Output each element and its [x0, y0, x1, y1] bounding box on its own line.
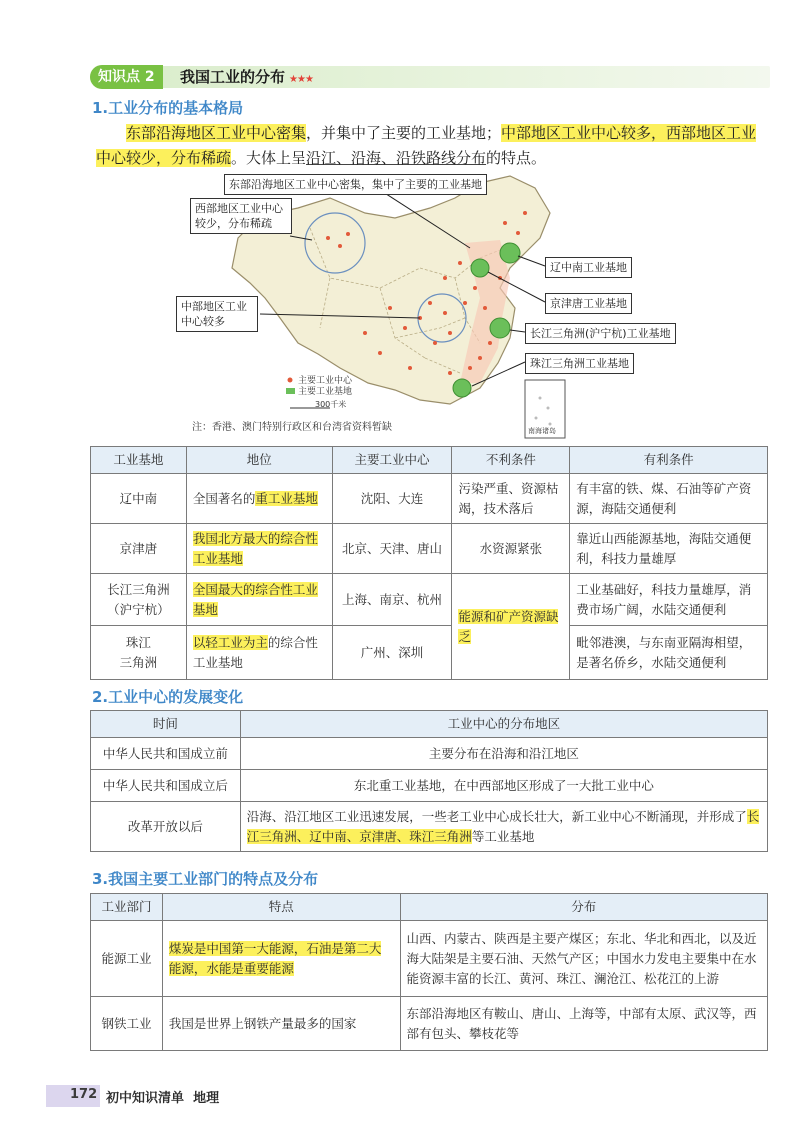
- section-2-title: 2.工业中心的发展变化: [92, 688, 244, 706]
- table2-header: 时间: [91, 711, 241, 738]
- sector-distribution: 东部沿海地区有鞍山、唐山、上海等，中部有太原、武汉等，西部有包头、攀枝花等: [400, 997, 767, 1051]
- base-centers: 广州、深圳: [332, 626, 452, 680]
- section-3-title: 3.我国主要工业部门的特点及分布: [92, 870, 319, 888]
- period: 中华人民共和国成立前: [91, 738, 241, 770]
- base-name: [91, 626, 187, 680]
- base-pros: 毗邻港澳，与东南亚隔海相望，是著名侨乡，水陆交通便利: [570, 626, 768, 680]
- book-name: 初中知识清单: [106, 1091, 185, 1106]
- dist-text: 沿海、沿江地区工业迅速发展，一些老工业中心成长壮大，新工业中心不断涌现，并形成了: [246, 808, 747, 824]
- knowledge-point-title: [180, 66, 313, 91]
- legend-center-label: 主要工业中心: [298, 376, 353, 386]
- status-text: 全国著名的: [192, 490, 256, 506]
- sector-feature: [162, 921, 400, 997]
- base-name-line2: （沪宁杭）: [107, 601, 170, 617]
- period: 改革开放以后: [91, 802, 241, 852]
- base-status: [186, 574, 332, 626]
- inset-label: 南海诸岛: [528, 427, 556, 435]
- table1-header: 工业基地: [91, 447, 187, 474]
- legend-base-label: 主要工业基地: [298, 387, 353, 397]
- table3-header-row: [91, 894, 768, 921]
- para-text-3: 的特点。: [486, 149, 547, 167]
- sector-name: 能源工业: [91, 921, 163, 997]
- industry-sectors-table: [90, 893, 768, 1051]
- callout-east-coast: 东部沿海地区工业中心密集，集中了主要的工业基地: [224, 174, 487, 195]
- base-status: [186, 524, 332, 574]
- base-centers: 沈阳、大连: [332, 474, 452, 524]
- table-row: [91, 574, 768, 626]
- industrial-bases-table: [90, 446, 768, 680]
- callout-jingjintang: 京津唐工业基地: [545, 293, 632, 314]
- status-highlight: 全国最大的综合性工业基地: [192, 581, 318, 617]
- table-row: [91, 626, 768, 680]
- table1-header: 有利条件: [570, 447, 768, 474]
- callout-west: 西部地区工业中心较少，分布稀疏: [190, 198, 292, 234]
- table1-header: 主要工业中心: [332, 447, 452, 474]
- callout-changjiang: 长江三角洲(沪宁杭)工业基地: [525, 323, 676, 344]
- callout-zhujiang: 珠江三角洲工业基地: [525, 353, 634, 374]
- base-name: 京津唐: [91, 524, 187, 574]
- base-changjiang: [490, 318, 510, 338]
- table-row: [91, 802, 768, 852]
- base-cons-shared: [452, 574, 570, 680]
- map-note: 注：香港、澳门特别行政区和台湾省资料暂缺: [192, 422, 392, 433]
- table1-header-row: [91, 447, 768, 474]
- table-row: [91, 921, 768, 997]
- importance-stars: ★★★: [289, 74, 313, 85]
- development-table: [90, 710, 768, 852]
- status-highlight: 重工业基地: [255, 490, 318, 506]
- table-row: [91, 474, 768, 524]
- period: 中华人民共和国成立后: [91, 770, 241, 802]
- page-number: 172: [70, 1087, 98, 1102]
- base-pros: 靠近山西能源基地，海陆交通便利，科技力量雄厚: [570, 524, 768, 574]
- base-liaozhongnan: [500, 243, 520, 263]
- table3-header: 特点: [162, 894, 400, 921]
- base-name: [91, 574, 187, 626]
- table3-header: 工业部门: [91, 894, 163, 921]
- callout-liaozhongnan: 辽中南工业基地: [545, 257, 632, 278]
- status-highlight: 我国北方最大的综合性工业基地: [192, 530, 318, 566]
- base-name-line1: 长江三角洲: [107, 581, 170, 597]
- feature-highlight: 煤炭是中国第一大能源，石油是第二大能源，水能是重要能源: [168, 940, 382, 976]
- table2-header: 工业中心的分布地区: [240, 711, 767, 738]
- footer-book-title: [106, 1087, 219, 1106]
- table3-header: 分布: [400, 894, 767, 921]
- base-cons: 污染严重、资源枯竭，技术落后: [452, 474, 570, 524]
- status-text: 的综合性工业基地: [192, 634, 318, 670]
- table-row: [91, 997, 768, 1051]
- base-status: [186, 626, 332, 680]
- base-jingjintang: [471, 259, 489, 277]
- sector-distribution: 山西、内蒙古、陕西是主要产煤区；东北、华北和西北，以及近海大陆架是主要石油、天然气产区；中国水力发电主要集中在水能资源丰富的长江、黄河、珠江、澜沧江、松花江的上游: [400, 921, 767, 997]
- base-pros: 有丰富的铁、煤、石油等矿产资源，海陆交通便利: [570, 474, 768, 524]
- base-centers: 上海、南京、杭州: [332, 574, 452, 626]
- para-text-3-wrap: [306, 149, 486, 167]
- sector-name: 钢铁工业: [91, 997, 163, 1051]
- subject-name: 地理: [193, 1091, 220, 1106]
- table-row: [91, 524, 768, 574]
- sector-feature: 我国是世界上钢铁产量最多的国家: [162, 997, 400, 1051]
- base-name-line1: 珠江: [125, 634, 151, 650]
- callout-central: 中部地区工业中心较多: [176, 296, 258, 332]
- table2-header-row: [91, 711, 768, 738]
- table1-header: 地位: [186, 447, 332, 474]
- knowledge-point-tag: 知识点 2: [90, 65, 163, 89]
- table1-header: 不利条件: [452, 447, 570, 474]
- map-scale-label: 300千米: [315, 400, 347, 409]
- dist-text-end: 等工业基地: [471, 828, 535, 844]
- base-zhujiang: [453, 379, 471, 397]
- title-text: 我国工业的分布: [180, 68, 286, 86]
- dist-highlight: 长江三角洲、辽中南、京津唐、珠江三角洲: [246, 808, 760, 844]
- section-1-paragraph: [96, 121, 768, 171]
- table-row: [91, 738, 768, 770]
- para-text-2: 。大体上呈: [231, 149, 307, 167]
- para-highlight-2: 中部地区工业中心较多，西部地区工业中心较少，分布稀疏: [96, 124, 757, 167]
- china-industry-map: [180, 168, 671, 440]
- table-row: [91, 770, 768, 802]
- base-status: [186, 474, 332, 524]
- para-highlight-1: 东部沿海地区工业中心密集: [126, 124, 307, 142]
- status-highlight: 以轻工业为主: [192, 634, 268, 650]
- base-pros: 工业基础好，科技力量雄厚，消费市场广阔，水陆交通便利: [570, 574, 768, 626]
- distribution: [240, 802, 767, 852]
- base-centers: 北京、天津、唐山: [332, 524, 452, 574]
- para-text-1: ，并集中了主要的工业基地；: [306, 124, 502, 142]
- base-cons: 水资源紧张: [452, 524, 570, 574]
- cons-highlight: 能源和矿产资源缺乏: [458, 608, 559, 644]
- distribution: 主要分布在沿海和沿江地区: [240, 738, 767, 770]
- section-1-title: 1.工业分布的基本格局: [92, 99, 244, 117]
- base-name-line2: 三角洲: [119, 654, 158, 670]
- para-highlight-3: 沿江、沿海、沿铁路线分布: [306, 149, 487, 167]
- base-name: 辽中南: [91, 474, 187, 524]
- distribution: 东北重工业基地，在中西部地区形成了一大批工业中心: [240, 770, 767, 802]
